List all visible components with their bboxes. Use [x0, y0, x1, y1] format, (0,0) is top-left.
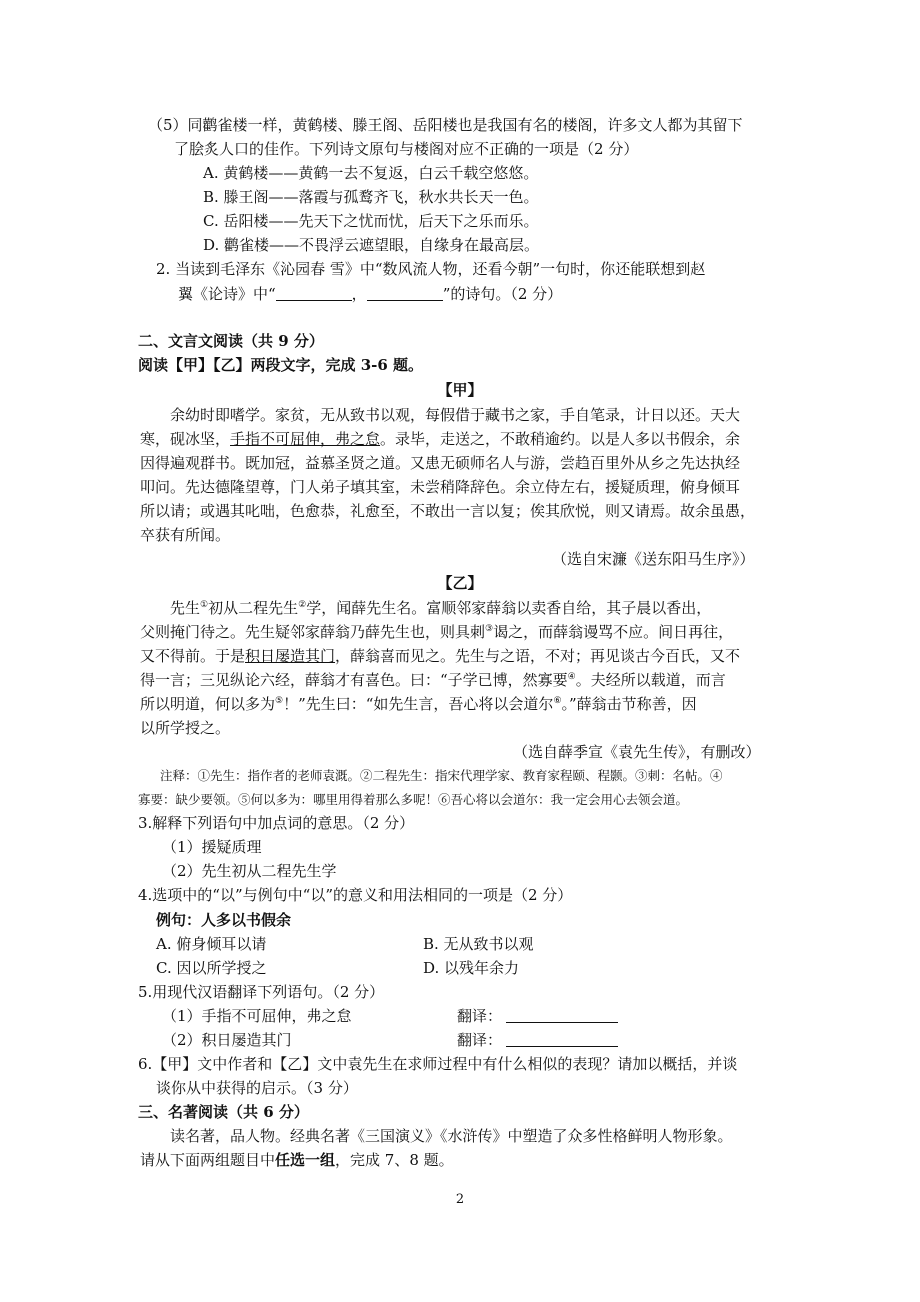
q2-stem-line2: [178, 284, 562, 304]
footnote-marker-4: ④: [567, 672, 576, 682]
yi-text: 父则掩门待之。先生疑邻家薛翁乃薛先生也，则具刺: [140, 623, 486, 641]
q5b-item-2: （2）积日屡造其门: [162, 1031, 292, 1049]
q6-line-2: 谈你从中获得的启示。（3 分）: [156, 1079, 358, 1097]
yi-text: 又不得前。于是: [140, 647, 246, 665]
section3-bold-phrase: 任选一组: [275, 1151, 336, 1169]
jia-line-2-b: 。录毕，走送之，不敢稍逾约。以是人多以书假余，余: [380, 430, 741, 448]
yi-line-6: 以所学授之。: [140, 719, 231, 737]
q5-option-c: C. 岳阳楼——先天下之忧而忧，后天下之乐而乐。: [203, 212, 539, 230]
jia-line-2-a: 寒，砚冰坚，: [140, 430, 231, 448]
passage-jia-title: 【甲】: [437, 381, 483, 399]
jia-source: （选自宋濂《送东阳马生序》）: [552, 550, 755, 568]
jia-line-3: 因得遍观群书。既加冠，益慕圣贤之道。又患无硕师名人与游，尝趋百里外从乡之先达执经: [140, 454, 741, 472]
q5b-stem: 5.用现代汉语翻译下列语句。（2 分）: [138, 983, 385, 1001]
translate-label: 翻译：: [457, 1031, 503, 1049]
yi-text: 学，闻薛先生名。富顺邻家薛翁以卖香自给，其子晨以香出，: [306, 599, 712, 617]
q4-stem: 4.选项中的“以”与例句中“以”的意义和用法相同的一项是（2 分）: [138, 886, 573, 904]
section3-heading: 三、名著阅读（共 6 分）: [138, 1103, 309, 1121]
yi-text: 所以明道，何以多为: [140, 695, 276, 713]
q2-text-b: ，: [351, 285, 367, 303]
section3-text: 请从下面两组题目中: [140, 1151, 276, 1169]
yi-line-4: [140, 670, 726, 690]
yi-text: 先生: [170, 599, 201, 617]
yi-text: ，薛翁喜而见之。先生与之语，不对；再见谈古今百氏，又不: [335, 647, 741, 665]
jia-line-4: 叩问。先达德隆望尊，门人弟子填其室，未尝稍降辞色。余立侍左右，援疑质理，俯身倾耳: [140, 478, 741, 496]
yi-text: 得一言；三见纵论六经，薛翁才有喜色。曰：“子学已博，然寡要: [140, 671, 568, 689]
translate-label: 翻译：: [457, 1007, 503, 1025]
q4-option-c: C. 因以所学授之: [156, 959, 267, 977]
footnote-marker-6: ⑥: [553, 696, 562, 706]
q5-stem-line1: （5）同鹳雀楼一样，黄鹤楼、滕王阁、岳阳楼也是我国有名的楼阁，许多文人都为其留下: [148, 116, 743, 134]
q4-option-a: A. 俯身倾耳以请: [156, 935, 267, 953]
jia-line-6: 卒获有所闻。: [140, 526, 231, 544]
section3-line-2: [140, 1150, 454, 1170]
translation-answer-line-1[interactable]: [506, 1008, 618, 1023]
footnote-marker-3: ③: [485, 624, 494, 634]
page-number: 2: [455, 1192, 465, 1207]
q5b-item-1: （1）手指不可屈伸，弗之怠: [162, 1007, 352, 1025]
q2-stem-line1: 2. 当读到毛泽东《沁园春 雪》中“数风流人物，还看今朝”一句时，你还能联想到赵: [156, 260, 706, 278]
jia-line-2: [140, 429, 740, 449]
notes-line-2: 寡要：缺少要领。⑤何以多为：哪里用得着那么多呢！⑥吾心将以会道尔：我一定会用心去领会道。: [138, 792, 689, 807]
q4-option-d: D. 以残年余力: [423, 959, 520, 977]
q4-example: 例句：人多以书假余: [156, 911, 292, 929]
section2-heading: 二、文言文阅读（共 9 分）: [138, 332, 324, 350]
yi-text: ！”先生曰：“如先生言，吾心将以会道尔: [283, 695, 554, 713]
yi-line-5: [140, 694, 697, 714]
yi-text: 。夫经所以载道，而言: [575, 671, 726, 689]
yi-source: （选自薛季宣《袁先生传》，有删改）: [513, 743, 761, 761]
yi-line-3: [140, 646, 740, 666]
q3-item-1: （1）援疑质理: [162, 838, 262, 856]
q5-option-a: A. 黄鹤楼——黄鹤一去不复返，白云千载空悠悠。: [203, 164, 539, 182]
q2-blank-1[interactable]: [276, 286, 352, 301]
footnote-marker-2: ②: [298, 600, 307, 610]
q5-option-d: D. 鹳雀楼——不畏浮云遮望眼，自缘身在最高层。: [203, 236, 540, 254]
footnote-marker-5: ⑤: [275, 696, 284, 706]
section3-text: ，完成 7、8 题。: [335, 1151, 454, 1169]
q2-text-a: 翼《论诗》中“: [178, 285, 276, 303]
yi-text: 。”薛翁击节称善，因: [561, 695, 697, 713]
q5-stem-line2: 了脍炙人口的佳作。下列诗文原句与楼阁对应不正确的一项是（2 分）: [174, 140, 639, 158]
q4-option-b: B. 无从致书以观: [423, 935, 534, 953]
yi-line-1: [170, 598, 711, 618]
q3-stem: 3.解释下列语句中加点词的意思。（2 分）: [138, 814, 415, 832]
q6-line-1: 6.【甲】文中作者和【乙】文中袁先生在求师过程中有什么相似的表现？请加以概括，并谈: [138, 1055, 738, 1073]
q5-option-b: B. 滕王阁——落霞与孤鹜齐飞，秋水共长天一色。: [203, 188, 539, 206]
jia-line-1: 余幼时即嗜学。家贫，无从致书以观，每假借于藏书之家，手自笔录，计日以还。天大: [170, 406, 741, 424]
translation-answer-line-2[interactable]: [506, 1032, 618, 1047]
section2-instruction: 阅读【甲】【乙】两段文字，完成 3-6 题。: [138, 356, 424, 374]
jia-line-5: 所以请；或遇其叱咄，色愈恭，礼愈至，不敢出一言以复；俟其欣悦，则又请焉。故余虽愚，: [140, 502, 756, 520]
footnote-marker-1: ①: [200, 600, 209, 610]
yi-underlined-phrase: 积日屡造其门: [245, 647, 336, 665]
yi-text: 初从二程先生: [208, 599, 299, 617]
yi-line-2: [140, 622, 733, 642]
section3-line-1: 读名著，品人物。经典名著《三国演义》《水浒传》中塑造了众多性格鲜明人物形象。: [170, 1127, 733, 1145]
q5b-translate-1: [457, 1006, 618, 1026]
q2-blank-2[interactable]: [367, 286, 443, 301]
q3-item-2: （2）先生初从二程先生学: [162, 862, 337, 880]
passage-yi-title: 【乙】: [437, 574, 483, 592]
jia-underlined-phrase: 手指不可屈伸，弗之怠: [230, 430, 381, 448]
q2-text-c: ”的诗句。（2 分）: [442, 285, 563, 303]
notes-line-1: 注释：①先生：指作者的老师袁溉。②二程先生：指宋代理学家、教育家程颐、程颢。③刺：名帖。④: [160, 768, 723, 783]
q5b-translate-2: [457, 1030, 618, 1050]
yi-text: 谒之，而薛翁谩骂不应。间日再往，: [493, 623, 734, 641]
